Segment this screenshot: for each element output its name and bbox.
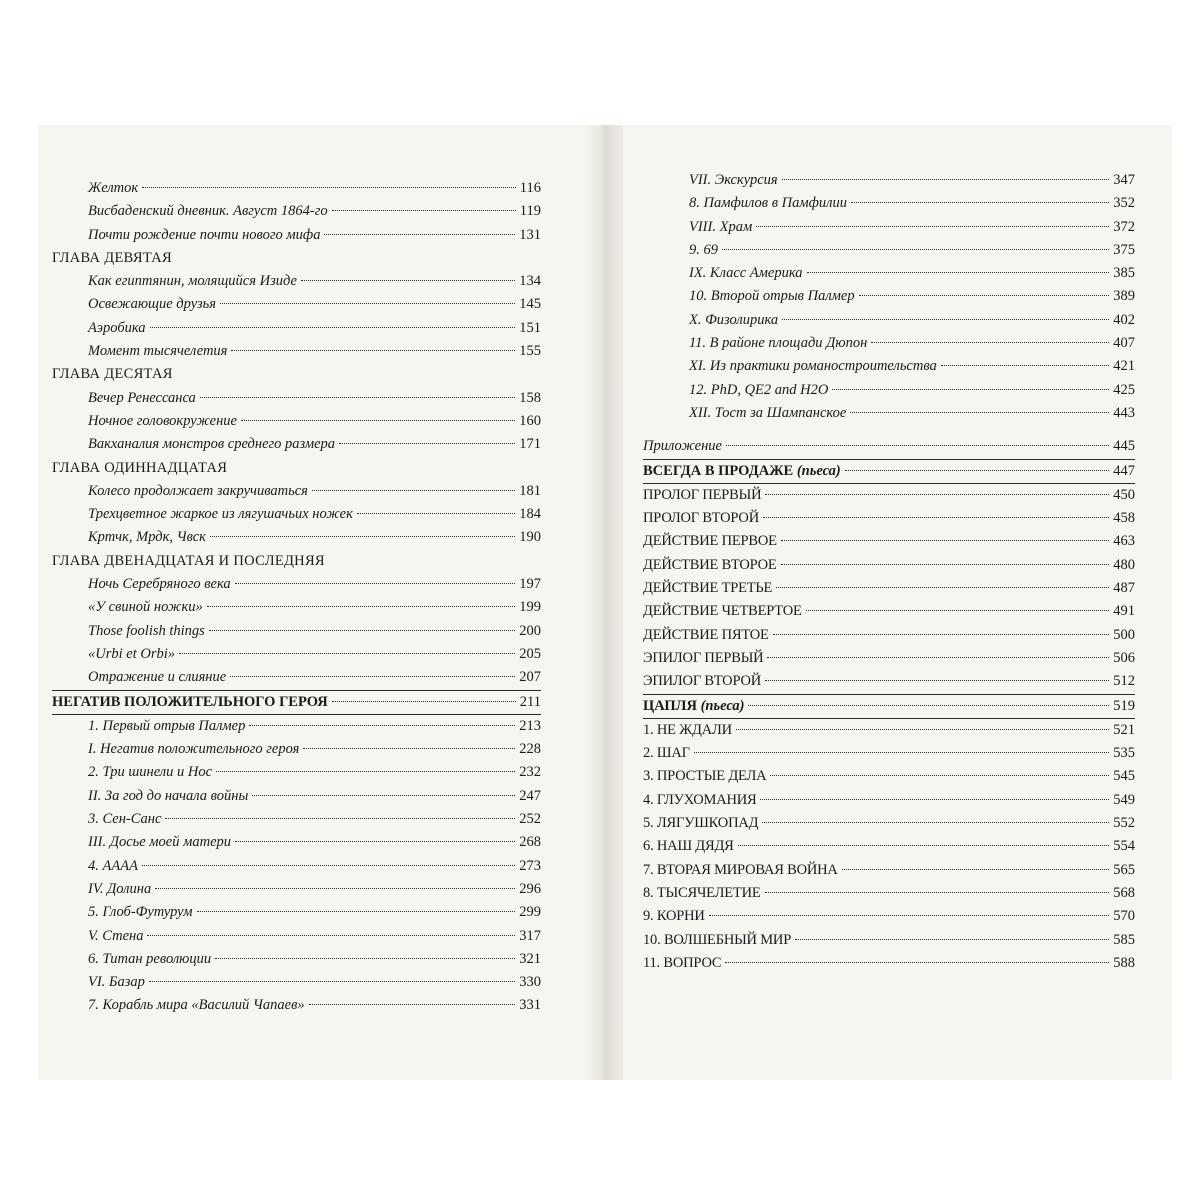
toc-entry[interactable] [52,573,541,596]
toc-leader-dots [760,799,1109,800]
toc-page-number: 372 [1113,218,1135,235]
toc-page-number: 521 [1113,721,1135,738]
toc-entry-title: VII. Экскурсия [689,172,778,188]
toc-entry[interactable] [643,929,1135,952]
toc-leader-dots [776,587,1109,588]
toc-page-number: 443 [1113,404,1135,421]
toc-chapter-heading[interactable] [52,550,541,573]
toc-entry[interactable] [52,480,541,503]
toc-page-number: 190 [519,529,541,546]
toc-leader-dots [736,729,1109,730]
toc-entry[interactable] [52,738,541,761]
toc-page-number: 197 [519,576,541,593]
toc-leader-dots [726,445,1109,446]
toc-page-number: 299 [519,904,541,921]
toc-entry[interactable] [52,808,541,831]
toc-page-number: 445 [1113,438,1135,455]
toc-entry-title: 9. КОРНИ [643,908,705,925]
toc-leader-dots [738,845,1110,846]
toc-page-number: 199 [519,599,541,616]
toc-entry-title: 10. ВОЛШЕБНЫЙ МИР [643,931,792,948]
toc-leader-dots [763,517,1109,518]
toc-entry-title: 5. Глоб-Футурум [88,904,193,921]
toc-entry-title: Как египтянин, молящийся Изиде [88,273,297,290]
toc-entry[interactable] [52,387,541,410]
toc-entry-title: ДЕЙСТВИЕ ЧЕТВЕРТОЕ [643,603,802,620]
toc-entry-title: 7. ВТОРАЯ МИРОВАЯ ВОЙНА [643,861,838,878]
toc-page-number: 151 [519,319,541,336]
toc-entry-title: IV. Долина [88,880,152,897]
toc-leader-dots [249,725,515,726]
toc-leader-dots [765,680,1109,681]
toc-entry-title: 4. ГЛУХОМАНИЯ [643,791,757,808]
toc-entry-title: 8. Памфилов в Памфилии [689,195,847,212]
toc-page-number: 145 [519,296,541,313]
toc-entry-title: III. Досье моей матери [88,834,232,851]
toc-entry[interactable] [643,577,1135,600]
toc-entry-title: Желток [88,180,139,196]
toc-page-number: 207 [519,669,541,686]
toc-page-number: 134 [519,273,541,290]
toc-leader-dots [209,630,515,631]
toc-entry-title: ГЛАВА ДЕВЯТАЯ [52,249,172,266]
toc-chapter-heading[interactable] [52,363,541,386]
toc-leader-dots [770,775,1109,776]
toc-entry-title: 8. ТЫСЯЧЕЛЕТИЕ [643,884,761,901]
toc-entry-title: Момент тысячелетия [88,343,228,360]
toc-leader-dots [332,210,516,211]
toc-leader-dots [767,657,1109,658]
toc-entry[interactable] [643,905,1135,928]
toc-entry-title: 1. НЕ ЖДАЛИ [643,721,732,738]
toc-entry-title: НЕГАТИВ ПОЛОЖИТЕЛЬНОГО ГЕРОЯ [52,693,328,710]
toc-leader-dots [231,350,515,351]
toc-entry[interactable] [643,379,1135,402]
left-page [38,125,583,1080]
toc-entry-title: 2. ШАГ [643,745,690,762]
toc-entry[interactable] [52,340,541,363]
toc-entry[interactable] [643,402,1135,425]
toc-page-number: 425 [1113,381,1135,398]
toc-leader-dots [216,771,515,772]
toc-page-number: 116 [519,180,541,196]
toc-entry[interactable] [52,994,541,1017]
toc-page-number: 160 [519,412,541,429]
toc-page-number: 375 [1113,241,1135,258]
toc-entry[interactable] [643,859,1135,882]
toc-entry[interactable] [52,643,541,666]
toc-entry[interactable] [643,812,1135,835]
toc-entry[interactable] [52,526,541,549]
toc-page-number: 549 [1113,791,1135,808]
toc-entry-title: XI. Из практики романостроительства [689,358,937,375]
toc-page-number: 317 [519,927,541,944]
toc-leader-dots [871,342,1109,343]
toc-page-number: 458 [1113,510,1135,527]
toc-entry[interactable] [643,355,1135,378]
toc-leader-dots [832,389,1109,390]
toc-page-number: 119 [519,203,541,220]
toc-page-number: 545 [1113,768,1135,785]
toc-leader-dots [155,888,515,889]
toc-entry-title: Those foolish things [88,622,205,639]
toc-entry[interactable] [52,666,541,689]
toc-page-number: 500 [1113,626,1135,643]
toc-entry-title: 11. ВОПРОС [643,954,722,971]
toc-entry[interactable] [52,317,541,340]
toc-section-heading[interactable] [52,691,541,714]
toc-entry-title: 4. АААА [88,857,138,874]
toc-entry-title: ГЛАВА ДЕСЯТАЯ [52,366,173,383]
toc-page-number: 585 [1113,931,1135,948]
toc-entry[interactable] [52,761,541,784]
toc-leader-dots [851,202,1109,203]
toc-entry[interactable] [52,410,541,433]
toc-entry[interactable] [52,177,541,200]
toc-chapter-heading[interactable] [52,247,541,270]
toc-leader-dots [694,752,1109,753]
toc-entry[interactable] [643,239,1135,262]
toc-page-number: 347 [1113,172,1135,188]
toc-entry[interactable] [643,624,1135,647]
toc-entry-title: VIII. Храм [689,218,753,235]
toc-page-number: 352 [1113,195,1135,212]
toc-entry-title: Трехцветное жаркое из лягушачьих ножек [88,506,353,523]
toc-entry[interactable] [52,785,541,808]
toc-leader-dots [235,583,516,584]
toc-entry-title: 10. Второй отрыв Палмер [689,288,855,305]
toc-page-number: 512 [1113,673,1135,690]
toc-entry-title: ЭПИЛОГ ВТОРОЙ [643,673,762,690]
toc-entry[interactable] [643,169,1135,192]
toc-spacer [643,425,1135,435]
toc-leader-dots [149,981,515,982]
toc-entry[interactable] [643,192,1135,215]
toc-entry[interactable] [52,855,541,878]
toc-leader-dots [165,818,515,819]
toc-leader-dots [147,935,515,936]
toc-leader-dots [230,676,515,677]
toc-entry-title: VI. Базар [88,974,145,991]
toc-entry[interactable] [643,600,1135,623]
toc-entry[interactable] [643,262,1135,285]
toc-page-number: 506 [1113,649,1135,666]
toc-page-number: 519 [1113,697,1135,714]
toc-page-number: 331 [519,997,541,1014]
toc-leader-dots [762,822,1109,823]
toc-entry-title: Ночное головокружение [88,412,237,429]
toc-page-number: 450 [1113,486,1135,503]
toc-entry-title: 11. В районе площади Дюпон [689,335,868,352]
toc-leader-dots [332,701,516,702]
toc-page-number: 181 [519,482,541,499]
toc-entry[interactable] [643,216,1135,239]
toc-entry-title: Висбаденский дневник. Август 1864-го [88,203,328,220]
toc-leader-dots [312,490,515,491]
toc-page-number: 535 [1113,745,1135,762]
toc-entry-title: X. Физолирика [689,311,779,328]
toc-leader-dots [748,705,1109,706]
toc-entry-title: 3. ПРОСТЫЕ ДЕЛА [643,768,767,785]
toc-entry-title-suffix: (пьеса) [696,697,745,714]
toc-entry-title: «У свиной ножки» [88,599,203,616]
toc-leader-dots [807,272,1110,273]
toc-entry[interactable] [52,503,541,526]
toc-entry[interactable] [643,309,1135,332]
toc-entry-title: 1. Первый отрыв Палмер [88,717,246,734]
book-spread [38,125,1172,1080]
toc-entry[interactable] [52,433,541,456]
toc-entry-title: 12. PhD, QE2 and H2O [689,381,829,398]
toc-leader-dots [709,915,1110,916]
toc-entry[interactable] [52,200,541,223]
toc-entry-title-suffix: (пьеса) [793,462,841,479]
toc-leader-dots [781,540,1109,541]
toc-entry[interactable] [52,878,541,901]
toc-page-number: 296 [519,880,541,897]
toc-page-number: 200 [519,622,541,639]
toc-entry-title: Кртчк, Мрдк, Чвск [88,529,206,546]
toc-entry[interactable] [643,332,1135,355]
toc-leader-dots [150,327,516,328]
toc-entry-title: Почти рождение почти нового мифа [88,226,321,243]
toc-leader-dots [339,443,515,444]
toc-entry[interactable] [52,831,541,854]
toc-entry[interactable] [643,647,1135,670]
toc-entry-title: 7. Корабль мира «Василий Чапаев» [88,997,305,1014]
toc-leader-dots [842,869,1110,870]
toc-page-number: 554 [1113,838,1135,855]
toc-page-number: 330 [519,974,541,991]
toc-leader-dots [241,420,515,421]
toc-leader-dots [215,958,515,959]
toc-entry-title: IX. Класс Америка [689,265,803,282]
toc-page-number: 131 [519,226,541,243]
toc-entry[interactable] [52,270,541,293]
toc-entry-title: ЭПИЛОГ ПЕРВЫЙ [643,649,764,666]
toc-entry[interactable] [52,971,541,994]
toc-page-number: 228 [519,741,541,758]
toc-page-number: 568 [1113,884,1135,901]
toc-entry[interactable] [52,293,541,316]
toc-right [643,169,1135,975]
toc-entry-title: Вечер Ренессанса [88,389,196,406]
toc-entry[interactable] [52,224,541,247]
toc-leader-dots [765,892,1110,893]
book-gutter [583,125,623,1080]
toc-entry-title: 9. 69 [689,241,718,258]
toc-entry[interactable] [643,670,1135,693]
toc-entry-title: ПРОЛОГ ПЕРВЫЙ [643,486,762,503]
toc-leader-dots [765,494,1109,495]
toc-entry-title: ЦАПЛЯ (пьеса) [643,697,745,714]
toc-section-heading[interactable] [643,695,1135,718]
toc-leader-dots [850,412,1109,413]
toc-leader-dots [941,365,1109,366]
toc-page-number: 155 [519,343,541,360]
toc-entry-title: ВСЕГДА В ПРОДАЖЕ (пьеса) [643,462,841,479]
toc-leader-dots [782,179,1110,180]
toc-entry[interactable] [643,285,1135,308]
toc-entry[interactable] [643,765,1135,788]
toc-entry-title: Освежающие друзья [88,296,216,313]
toc-page-number: 491 [1113,603,1135,620]
toc-entry-title: XII. Тост за Шампанское [689,404,847,421]
toc-leader-dots [210,536,515,537]
toc-page-number: 184 [519,506,541,523]
right-page [623,125,1172,1080]
toc-entry-title: ДЕЙСТВИЕ ПЯТОЕ [643,626,769,643]
toc-entry-title: V. Стена [88,927,144,944]
toc-page-number: 565 [1113,861,1135,878]
toc-leader-dots [301,280,515,281]
toc-leader-dots [142,187,516,188]
toc-entry-title: 6. Титан революции [88,950,212,967]
toc-leader-dots [324,234,515,235]
toc-leader-dots [795,939,1109,940]
toc-entry-title: ДЕЙСТВИЕ ТРЕТЬЕ [643,580,773,597]
toc-page-number: 211 [519,693,541,710]
toc-page-number: 158 [519,389,541,406]
toc-page-number: 252 [519,811,541,828]
toc-leader-dots [357,513,515,514]
toc-page-number: 487 [1113,580,1135,597]
toc-leader-dots [725,962,1109,963]
toc-leader-dots [309,1004,516,1005]
toc-leader-dots [303,748,515,749]
toc-entry[interactable] [643,484,1135,507]
toc-page-number: 232 [519,764,541,781]
toc-page-number: 463 [1113,533,1135,550]
toc-entry[interactable] [643,719,1135,742]
toc-entry-title: ДЕЙСТВИЕ ВТОРОЕ [643,556,777,573]
toc-entry-title: II. За год до начала войны [88,787,249,804]
toc-leader-dots [235,841,515,842]
toc-entry[interactable] [643,554,1135,577]
toc-entry[interactable] [643,882,1135,905]
toc-leader-dots [142,865,515,866]
toc-entry[interactable] [52,901,541,924]
toc-page-number: 447 [1113,462,1135,479]
toc-entry-title: Вакханалия монстров среднего размера [88,436,336,453]
toc-entry-title: 3. Сен-Санс [88,811,162,828]
toc-entry-title: Ночь Серебряного века [88,576,231,593]
toc-entry-title: 2. Три шинели и Нос [88,764,213,781]
toc-entry-title: ГЛАВА ДВЕНАДЦАТАЯ И ПОСЛЕДНЯЯ [52,552,325,569]
toc-page-number: 570 [1113,908,1135,925]
toc-entry-title: Колесо продолжает закручиваться [88,482,308,499]
toc-entry[interactable] [643,530,1135,553]
toc-page-number: 389 [1113,288,1135,305]
toc-entry[interactable] [643,435,1135,458]
toc-page-number: 273 [519,857,541,874]
toc-page-number: 385 [1113,265,1135,282]
toc-page-number: 407 [1113,335,1135,352]
toc-entry-title: 6. НАШ ДЯДЯ [643,838,734,855]
toc-entry-title: Аэробика [88,319,146,336]
toc-leader-dots [252,795,515,796]
toc-left [52,177,541,1018]
toc-chapter-heading[interactable] [52,457,541,480]
toc-page-number: 205 [519,645,541,662]
toc-page-number: 321 [519,950,541,967]
toc-leader-dots [859,295,1110,296]
toc-page-number: 480 [1113,556,1135,573]
toc-entry-title: Отражение и слияние [88,669,227,686]
toc-entry-title: ДЕЙСТВИЕ ПЕРВОЕ [643,533,777,550]
toc-leader-dots [200,397,515,398]
toc-page-number: 247 [519,787,541,804]
toc-section-heading[interactable] [643,460,1135,483]
toc-leader-dots [773,634,1110,635]
toc-entry[interactable] [643,789,1135,812]
toc-entry[interactable] [52,715,541,738]
toc-page-number: 552 [1113,815,1135,832]
toc-leader-dots [756,226,1109,227]
toc-entry[interactable] [643,835,1135,858]
toc-entry[interactable] [52,925,541,948]
toc-page-number: 402 [1113,311,1135,328]
toc-entry-title: ПРОЛОГ ВТОРОЙ [643,510,759,527]
toc-leader-dots [782,319,1109,320]
toc-leader-dots [179,653,515,654]
toc-page-number: 213 [519,717,541,734]
toc-entry[interactable] [643,507,1135,530]
toc-entry[interactable] [52,948,541,971]
toc-leader-dots [845,470,1110,471]
toc-leader-dots [220,303,515,304]
toc-page-number: 171 [519,436,541,453]
toc-page-number: 588 [1113,954,1135,971]
toc-leader-dots [197,911,516,912]
toc-entry-title: Приложение [643,438,722,455]
toc-entry[interactable] [643,742,1135,765]
toc-page-number: 268 [519,834,541,851]
toc-entry[interactable] [52,620,541,643]
toc-entry-title: I. Негатив положительного героя [88,741,300,758]
toc-entry-title: ГЛАВА ОДИННАДЦАТАЯ [52,459,228,476]
toc-leader-dots [722,249,1109,250]
toc-entry[interactable] [643,952,1135,975]
toc-entry-title: «Urbi et Orbi» [88,645,175,662]
toc-leader-dots [207,606,515,607]
toc-leader-dots [806,610,1110,611]
toc-entry[interactable] [52,596,541,619]
toc-entry-title: 5. ЛЯГУШКОПАД [643,815,759,832]
toc-leader-dots [781,564,1110,565]
toc-page-number: 421 [1113,358,1135,375]
